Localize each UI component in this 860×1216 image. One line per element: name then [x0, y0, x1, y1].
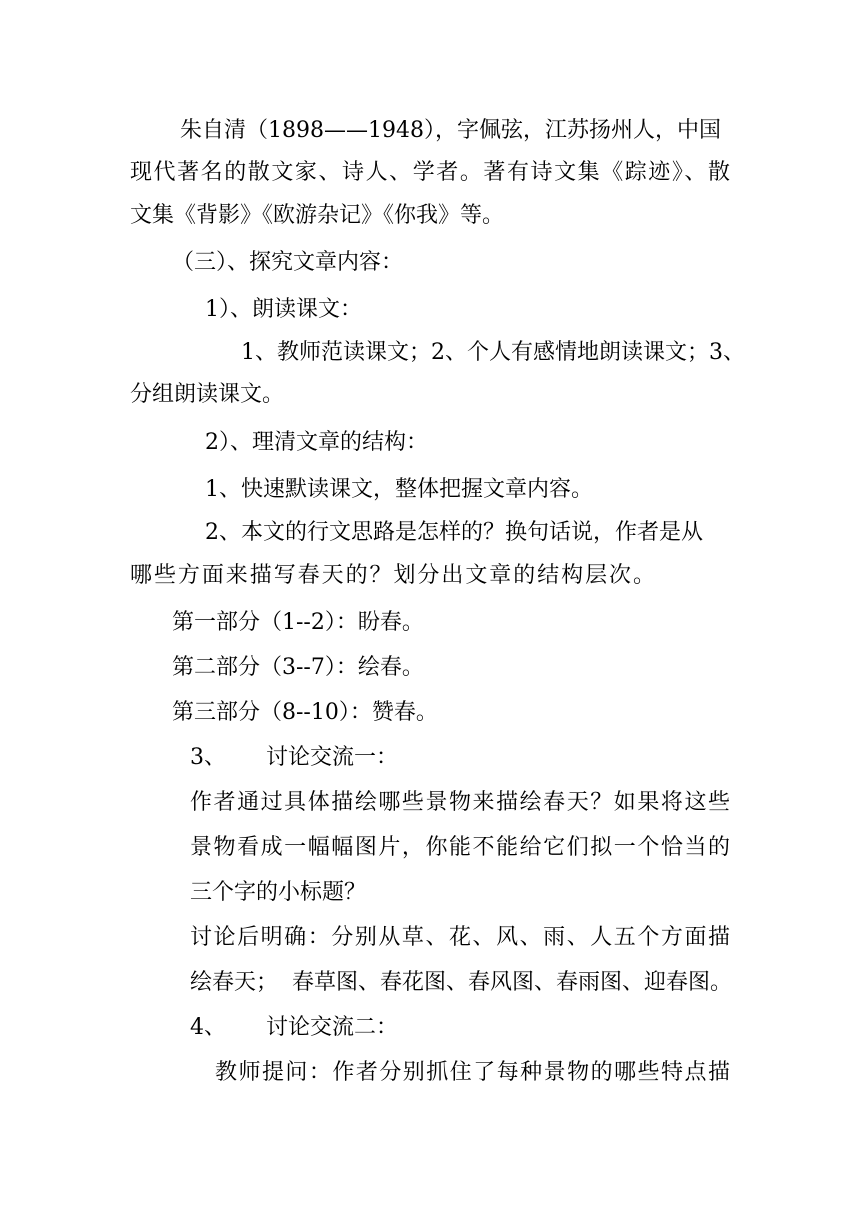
discussion-1-question-line-2: 景物看成一幅幅图片，你能不能给它们拟一个恰当的 [190, 835, 730, 860]
discussion-1-question-line-3: 三个字的小标题？ [190, 880, 367, 905]
question-1: 1、快速默读课文，整体把握文章内容。 [205, 477, 593, 502]
discussion-1-number: 3、 [190, 745, 226, 770]
discussion-1-answer-line-2: 绘春天； 春草图、春花图、春风图、春雨图、迎春图。 [190, 970, 732, 995]
question-2-line-1: 2、本文的行文思路是怎样的？换句话说，作者是从 [205, 520, 703, 545]
discussion-2-title: 讨论交流二： [266, 1015, 399, 1040]
intro-line-3: 文集《背影》《欧游杂记》《你我》等。 [130, 203, 505, 228]
discussion-2-question-line-1: 教师提问：作者分别抓住了每种景物的哪些特点描 [215, 1060, 730, 1085]
discussion-1-title: 讨论交流一： [266, 745, 399, 770]
discussion-1-heading [190, 743, 398, 773]
reading-steps-line-1: 1、教师范读课文；2、个人有感情地朗读课文；3、 [241, 340, 745, 365]
discussion-2-number: 4、 [190, 1015, 226, 1040]
discussion-1-answer-line-1: 讨论后明确：分别从草、花、风、雨、人五个方面描 [190, 925, 730, 950]
section-heading-3: （三）、探究文章内容： [172, 250, 404, 275]
discussion-1-question-line-1: 作者通过具体描绘哪些景物来描绘春天？如果将这些 [190, 790, 730, 815]
intro-line-2: 现代著名的散文家、诗人、学者。著有诗文集《踪迹》、散 [130, 160, 730, 185]
subheading-read-aloud: 1）、朗读课文： [205, 297, 362, 322]
question-2-line-2: 哪些方面来描写春天的？划分出文章的结构层次。 [130, 563, 655, 588]
intro-line-1: 朱自清（1898——1948），字佩弦，江苏扬州人，中国 [180, 118, 721, 143]
reading-steps-line-2: 分组朗读课文。 [130, 382, 285, 407]
structure-part-3: 第三部分（8--10）：赞春。 [172, 700, 438, 725]
structure-part-1: 第一部分（1--2）：盼春。 [172, 610, 424, 635]
discussion-2-heading [190, 1013, 398, 1043]
structure-part-2: 第二部分（3--7）：绘春。 [172, 655, 424, 680]
subheading-structure: 2）、理清文章的结构： [205, 430, 428, 455]
